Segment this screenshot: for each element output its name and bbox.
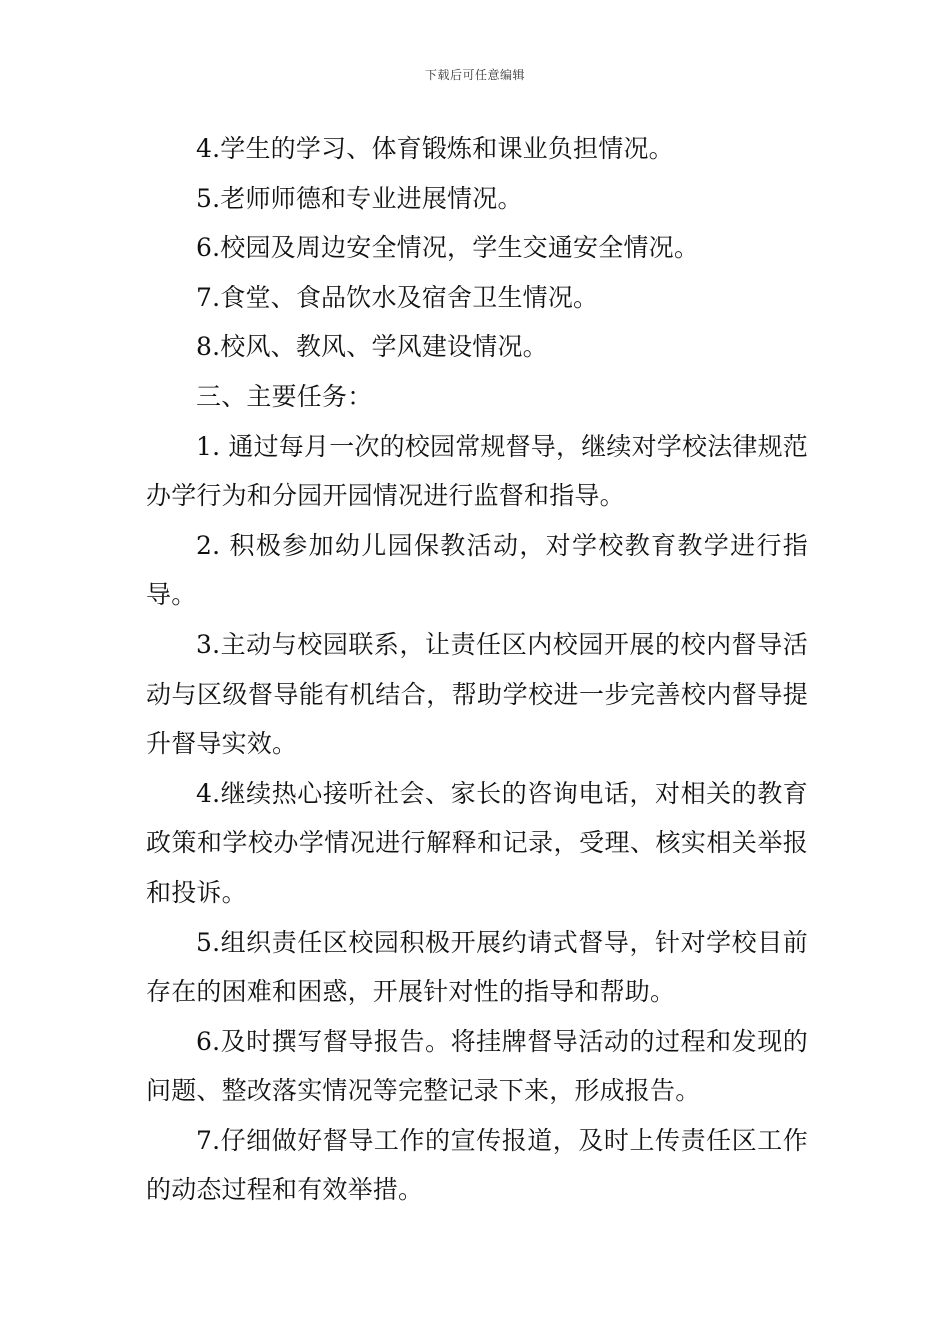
paragraph-task-1: 1. 通过每月一次的校园常规督导，继续对学校法律规范办学行为和分园开园情况进行监督和指导。 <box>146 431 809 511</box>
paragraph-task-5: 5.组织责任区校园积极开展约请式督导，针对学校目前存在的困难和困惑，开展针对性的指导和帮助。 <box>146 927 808 1007</box>
paragraph-task-4: 4.继续热心接听社会、家长的咨询电话，对相关的教育政策和学校办学情况进行解释和记录，受理、核实相关举报和投诉。 <box>146 778 808 907</box>
header-note: 下载后可任意编辑 <box>424 68 525 82</box>
paragraph-task-6: 6.及时撰写督导报告。将挂牌督导活动的过程和发现的问题、整改落实情况等完整记录下来，形成报告。 <box>146 1026 808 1106</box>
paragraph-item-4-student-study: 4.学生的学习、体育锻炼和课业负担情况。 <box>196 134 674 163</box>
paragraph-task-2: 2. 积极参加幼儿园保教活动，对学校教育教学进行指导。 <box>146 530 808 610</box>
paragraph-item-5-teacher-ethics: 5.老师师德和专业进展情况。 <box>196 183 523 213</box>
document-body <box>146 124 808 1215</box>
paragraph-task-3: 3.主动与校园联系，让责任区内校园开展的校内督导活动与区级督导能有机结合，帮助学校进一步完善校内督导提升督导实效。 <box>146 629 808 759</box>
section-heading-main-tasks: 三、主要任务： <box>196 381 373 411</box>
paragraph-item-6-campus-safety: 6.校园及周边安全情况，学生交通安全情况。 <box>196 233 700 263</box>
paragraph-task-7: 7.仔细做好督导工作的宣传报道，及时上传责任区工作的动态过程和有效举措。 <box>146 1125 808 1205</box>
paragraph-item-7-canteen-hygiene: 7.食堂、食品饮水及宿舍卫生情况。 <box>196 282 599 312</box>
paragraph-item-8-school-spirit: 8.校风、教风、学风建设情况。 <box>196 332 548 362</box>
